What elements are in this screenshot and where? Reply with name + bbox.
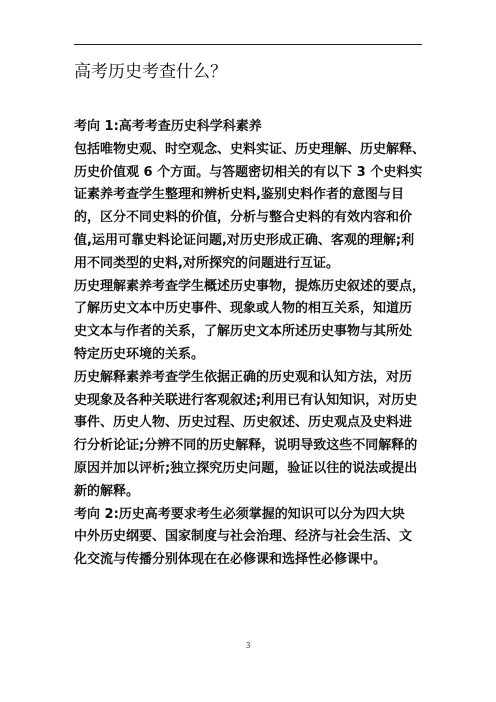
text-line: 包括唯物史观、时空观念、史料实证、历史理解、历史解释、 (74, 141, 426, 157)
text-line: 了解历史文本中历史事件、现象或人物的相互关系，知道历 (74, 301, 413, 317)
text-line: 行分析论证;分辨不同的历史解释，说明导致这些不同解释的 (74, 438, 418, 454)
text-line: 事件、历史人物、历史过程、历史叙述、历史观点及史料进 (74, 415, 413, 431)
text-line: 史文本与作者的关系，了解历史文本所述历史事物与其所处 (74, 324, 413, 340)
text-line: 特定历史环境的关系。 (74, 346, 205, 362)
header-rule (74, 44, 422, 45)
text-line: 历史价值观 6 个方面。与答题密切相关的有以下 3 个史料实 (74, 164, 423, 180)
text-line: 历史理解素养考查学生概述历史事物，提炼历史叙述的要点， (74, 278, 426, 294)
text-line: 历史解释素养考查学生依据正确的历史观和认知方法，对历 (74, 369, 413, 385)
text-line: 中外历史纲要、国家制度与社会治理、经济与社会生活、文 (74, 529, 413, 545)
text-line: 的，区分不同史料的价值，分析与整合史料的有效内容和价 (74, 210, 413, 226)
text-line: 考向 2:历史高考要求考生必须掌握的知识可以分为四大块 (74, 506, 405, 522)
text-line: 化交流与传播分别体现在在必修课和选择性必修课中。 (74, 552, 387, 568)
text-line: 证素养考查学生整理和辨析史料,鉴别史料作者的意图与目 (74, 187, 404, 203)
text-line: 原因并加以评析;独立探究历史问题，验证以往的说法或提出 (74, 460, 418, 476)
text-line: 用不同类型的史料,对所探究的问题进行互证。 (74, 255, 339, 271)
text-line: 史现象及各种关联进行客观叙述;利用已有认知知识，对历史 (74, 392, 418, 408)
page-title: 高考历史考查什么？ (74, 62, 227, 82)
text-line: 值,运用可靠史料论证问题,对历史形成正确、客观的理解;利 (74, 232, 415, 248)
page-number: 3 (245, 641, 251, 650)
text-line: 考向 1:高考考查历史科学科素养 (74, 119, 262, 134)
body-text (74, 116, 426, 572)
text-line: 新的解释。 (74, 483, 140, 499)
